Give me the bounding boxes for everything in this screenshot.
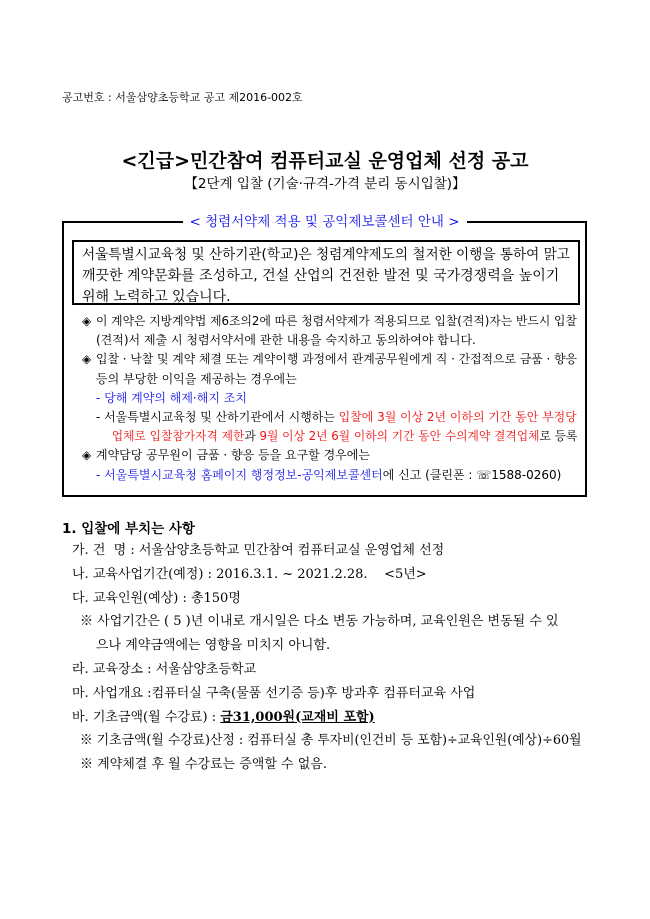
- bullet-official-demand: [82, 446, 577, 484]
- integrity-intro-box: [72, 240, 580, 305]
- integrity-bullet-list: [82, 312, 577, 485]
- sanction-text: - 당해 계약의 해제·해지 조치: [96, 390, 247, 405]
- sanction-highlight: 업체로 입찰참가자격 제한: [111, 429, 245, 444]
- integrity-notice-heading: < 청렴서약제 적용 및 공익제보콜센터 안내 >: [182, 212, 466, 232]
- diamond-bullet-icon: ◈: [82, 352, 92, 367]
- sanction-text: - 서울특별시교육청 및 산하기관에서 시행하는: [96, 410, 339, 425]
- item-contract-name: 가. 건 명 : 서울삼양초등학교 민간참여 컴퓨터교실 운영업체 선정: [72, 543, 445, 558]
- intro-line-2: 깨끗한 계약문화를 조성하고, 건설 산업의 건전한 발전 및 국가경쟁력을 높이기: [82, 268, 560, 284]
- sanction-bidding-restriction: [96, 408, 575, 427]
- notice-title: <긴급>민간참여 컴퓨터교실 운영업체 선정 공고: [121, 150, 529, 172]
- bullet-line: 계약담당 공무원이 금품 · 향응 등을 요구할 경우에는: [96, 448, 370, 463]
- intro-line-1: 서울특별시교육청 및 산하기관(학교)은 청렴계약제도의 철저한 이행을 통하여 맑고: [82, 247, 570, 263]
- report-channel-phone: 에 신고 (클린폰 : ☏1588-0260): [382, 467, 562, 482]
- sanction-highlight: 입찰에 3월 이상 2년 이하의 기간 동안 부정당: [338, 410, 577, 425]
- bullet-line: 등의 부당한 이익을 제공하는 경우에는: [96, 371, 297, 386]
- item-base-price: [72, 706, 582, 730]
- diamond-bullet-icon: ◈: [82, 448, 92, 463]
- sanction-highlight: 9월 이상 2년 6월 이하의 기간 동안 수의계약 결격업체: [259, 429, 540, 444]
- intro-line-3: 위해 노력하고 있습니다.: [82, 289, 231, 305]
- section-heading: 1. 입찰에 부치는 사항: [62, 521, 195, 537]
- sanction-text: 과: [244, 429, 260, 444]
- item-education-period: 나. 교육사업기간(예정) : 2016.3.1. ~ 2021.2.28. <5년>: [72, 566, 427, 582]
- base-price-amount: 금31,000원(교재비 포함): [220, 709, 375, 725]
- item-location: 라. 교육장소 : 서울삼양초등학교: [72, 661, 257, 677]
- note-price-calculation: ※ 기초금액(월 수강료)산정 : 컴퓨터실 총 투자비(인건비 등 포함)÷교육인원(예상)÷60월: [79, 733, 582, 749]
- bullet-integrity-pledge: [82, 312, 577, 350]
- bullet-line: (견적)서 제출 시 청렴서약서에 관한 내용을 숙지하고 동의하여야 합니다.: [96, 333, 476, 348]
- sanction-termination: [96, 389, 577, 408]
- notice-subtitle: 【2단계 입찰 (기술·규격-가격 분리 동시입찰)】: [184, 176, 466, 192]
- sanction-bidding-restriction-cont: [96, 427, 578, 446]
- bullet-line: 입찰 · 낙찰 및 계약 체결 또는 계약이행 과정에서 관계공무원에게 직 · 간접적으로 금품 · 향응: [96, 352, 577, 367]
- note-enrollment: ※ 사업기간은 ( 5 )년 이내로 개시일은 다소 변동 가능하며, 교육인원은 변동될 수 있: [80, 614, 559, 630]
- integrity-notice-box: [62, 214, 587, 497]
- report-channel-line: [96, 466, 577, 485]
- notice-number: 공고번호 : 서울삼양초등학교 공고 제2016-002호: [62, 91, 303, 104]
- bullet-bribery-sanctions: [82, 350, 577, 446]
- note-enrollment-cont: 으나 계약금액에는 영향을 미치지 아니함.: [96, 638, 331, 654]
- bullet-line: 이 계약은 지방계약법 제6조의2에 따른 청렴서약제가 적용되므로 입찰(견적)자는 반드시 입찰: [96, 314, 577, 328]
- sanction-text: 로 등록: [539, 429, 578, 444]
- section-bid-details: [72, 539, 582, 777]
- note-no-increase: ※ 계약체결 후 월 수강료는 증액할 수 없음.: [80, 757, 327, 773]
- item-enrollment: 다. 교육인원(예상) : 총150명: [72, 590, 241, 606]
- item-overview: 마. 사업개요 :컴퓨터실 구축(물품 선기증 등)후 방과후 컴퓨터교육 사업: [72, 685, 476, 701]
- diamond-bullet-icon: ◈: [82, 314, 92, 328]
- report-channel-name: - 서울특별시교육청 홈페이지 행정정보-공익제보콜센터: [96, 467, 383, 482]
- base-price-label: 바. 기초금액(월 수강료) :: [72, 709, 221, 725]
